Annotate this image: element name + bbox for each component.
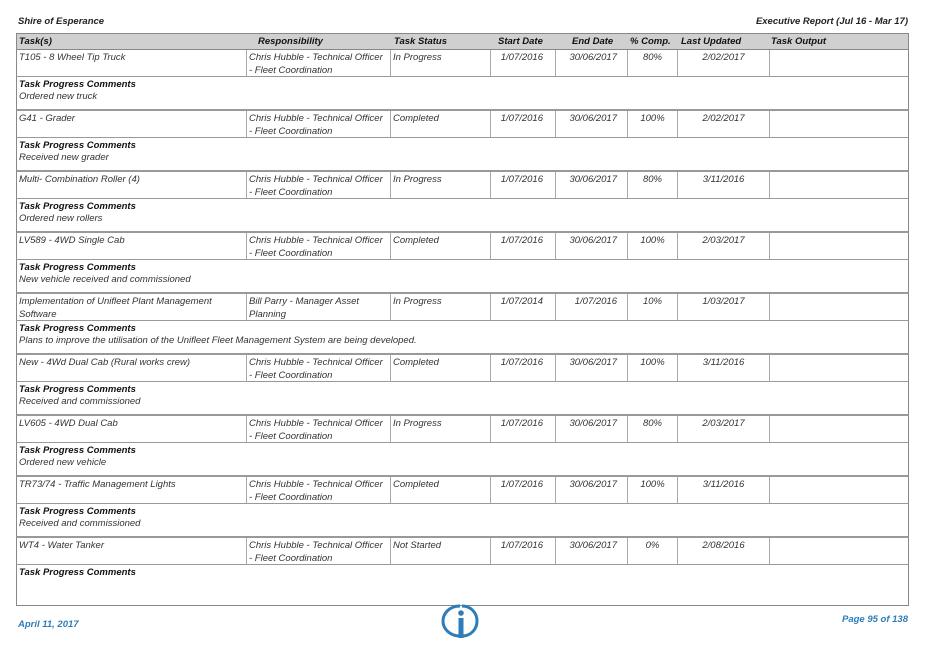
table-row bbox=[16, 50, 909, 77]
status-cell: Not Started bbox=[391, 538, 491, 564]
col-updated-header: Last Updated bbox=[681, 36, 742, 47]
table-row bbox=[16, 172, 909, 199]
progress-comment-row bbox=[16, 199, 909, 233]
start-date-cell: 1/07/2016 bbox=[491, 477, 556, 503]
status-cell: In Progress bbox=[391, 50, 491, 76]
table-body bbox=[16, 50, 909, 606]
comment-text: Received and commissioned bbox=[19, 518, 141, 529]
responsibility-cell: Bill Parry - Manager Asset Planning bbox=[246, 294, 391, 320]
start-date-cell: 1/07/2016 bbox=[491, 416, 556, 442]
task-output-cell bbox=[770, 416, 909, 442]
col-pct-header: % Comp. bbox=[630, 36, 671, 47]
responsibility-cell: Chris Hubble - Technical Officer - Fleet Coordination bbox=[246, 355, 391, 381]
comment-text: Received and commissioned bbox=[19, 396, 141, 407]
task-cell: WT4 - Water Tanker bbox=[19, 540, 104, 551]
comment-label: Task Progress Comments bbox=[19, 384, 136, 395]
last-updated-cell: 2/02/2017 bbox=[678, 111, 770, 137]
task-cell: LV589 - 4WD Single Cab bbox=[19, 235, 125, 246]
last-updated-cell: 2/03/2017 bbox=[678, 416, 770, 442]
last-updated-cell: 2/03/2017 bbox=[678, 233, 770, 259]
task-cell: T105 - 8 Wheel Tip Truck bbox=[19, 52, 126, 63]
progress-comment-row bbox=[16, 382, 909, 416]
progress-comment-row bbox=[16, 138, 909, 172]
report-date: April 11, 2017 bbox=[18, 619, 79, 630]
col-start-header: Start Date bbox=[498, 36, 543, 47]
end-date-cell: 30/06/2017 bbox=[556, 233, 628, 259]
start-date-cell: 1/07/2016 bbox=[491, 111, 556, 137]
end-date-cell: 30/06/2017 bbox=[556, 416, 628, 442]
last-updated-cell: 1/03/2017 bbox=[678, 294, 770, 320]
status-cell: Completed bbox=[391, 477, 491, 503]
comment-label: Task Progress Comments bbox=[19, 262, 136, 273]
percent-complete-cell: 80% bbox=[628, 172, 678, 198]
progress-comment-row bbox=[16, 77, 909, 111]
task-cell: G41 - Grader bbox=[19, 113, 75, 124]
start-date-cell: 1/07/2016 bbox=[491, 172, 556, 198]
task-output-cell bbox=[770, 538, 909, 564]
last-updated-cell: 3/11/2016 bbox=[678, 355, 770, 381]
col-status-header: Task Status bbox=[394, 36, 447, 47]
comment-text: Ordered new truck bbox=[19, 91, 98, 102]
table-row bbox=[16, 355, 909, 382]
table-row bbox=[16, 477, 909, 504]
percent-complete-cell: 80% bbox=[628, 416, 678, 442]
status-cell: Completed bbox=[391, 111, 491, 137]
report-title: Executive Report (Jul 16 - Mar 17) bbox=[755, 16, 908, 27]
percent-complete-cell: 80% bbox=[628, 50, 678, 76]
status-cell: Completed bbox=[391, 355, 491, 381]
task-cell: LV605 - 4WD Dual Cab bbox=[19, 418, 118, 429]
start-date-cell: 1/07/2016 bbox=[491, 233, 556, 259]
responsibility-cell: Chris Hubble - Technical Officer - Fleet Coordination bbox=[246, 111, 391, 137]
task-cell: New - 4Wd Dual Cab (Rural works crew) bbox=[19, 357, 191, 368]
last-updated-cell: 2/08/2016 bbox=[678, 538, 770, 564]
task-output-cell bbox=[770, 355, 909, 381]
status-cell: In Progress bbox=[391, 172, 491, 198]
comment-label: Task Progress Comments bbox=[19, 140, 136, 151]
end-date-cell: 30/06/2017 bbox=[556, 355, 628, 381]
percent-complete-cell: 100% bbox=[628, 477, 678, 503]
table-row bbox=[16, 538, 909, 565]
last-updated-cell: 3/11/2016 bbox=[678, 172, 770, 198]
last-updated-cell: 2/02/2017 bbox=[678, 50, 770, 76]
percent-complete-cell: 100% bbox=[628, 355, 678, 381]
end-date-cell: 30/06/2017 bbox=[556, 477, 628, 503]
responsibility-cell: Chris Hubble - Technical Officer - Fleet Coordination bbox=[246, 172, 391, 198]
start-date-cell: 1/07/2016 bbox=[491, 355, 556, 381]
task-table bbox=[16, 33, 909, 606]
table-row bbox=[16, 294, 909, 321]
comment-label: Task Progress Comments bbox=[19, 506, 136, 517]
task-cell: Implementation of Unifleet Plant Management Software bbox=[19, 296, 212, 320]
percent-complete-cell: 100% bbox=[628, 233, 678, 259]
end-date-cell: 30/06/2017 bbox=[556, 111, 628, 137]
col-task-header: Task(s) bbox=[19, 36, 52, 47]
responsibility-cell: Chris Hubble - Technical Officer - Fleet Coordination bbox=[246, 477, 391, 503]
col-output-header: Task Output bbox=[771, 36, 827, 47]
percent-complete-cell: 10% bbox=[628, 294, 678, 320]
task-output-cell bbox=[770, 50, 909, 76]
task-cell: TR73/74 - Traffic Management Lights bbox=[19, 479, 176, 490]
comment-label: Task Progress Comments bbox=[19, 323, 136, 334]
start-date-cell: 1/07/2016 bbox=[491, 538, 556, 564]
comment-text: Ordered new vehicle bbox=[19, 457, 107, 468]
percent-complete-cell: 100% bbox=[628, 111, 678, 137]
status-cell: In Progress bbox=[391, 416, 491, 442]
table-row bbox=[16, 111, 909, 138]
comment-label: Task Progress Comments bbox=[19, 567, 136, 578]
info-i-logo-icon bbox=[440, 603, 480, 639]
responsibility-cell: Chris Hubble - Technical Officer - Fleet Coordination bbox=[246, 416, 391, 442]
start-date-cell: 1/07/2014 bbox=[491, 294, 556, 320]
organisation-name: Shire of Esperance bbox=[18, 16, 105, 27]
start-date-cell: 1/07/2016 bbox=[491, 50, 556, 76]
percent-complete-cell: 0% bbox=[628, 538, 678, 564]
last-updated-cell: 3/11/2016 bbox=[678, 477, 770, 503]
task-cell: Multi- Combination Roller (4) bbox=[19, 174, 140, 185]
task-output-cell bbox=[770, 477, 909, 503]
comment-text: Plans to improve the utilisation of the Unifleet Fleet Management System are being developed. bbox=[19, 335, 417, 346]
end-date-cell: 30/06/2017 bbox=[556, 50, 628, 76]
end-date-cell: 30/06/2017 bbox=[556, 538, 628, 564]
table-row bbox=[16, 233, 909, 260]
comment-text: Received new grader bbox=[19, 152, 109, 163]
table-row bbox=[16, 416, 909, 443]
progress-comment-row bbox=[16, 565, 909, 606]
comment-label: Task Progress Comments bbox=[19, 445, 136, 456]
comment-text: Ordered new rollers bbox=[19, 213, 103, 224]
comment-label: Task Progress Comments bbox=[19, 79, 136, 90]
comment-label: Task Progress Comments bbox=[19, 201, 136, 212]
end-date-cell: 1/07/2016 bbox=[556, 294, 628, 320]
progress-comment-row bbox=[16, 321, 909, 355]
table-header bbox=[16, 33, 909, 50]
task-output-cell bbox=[770, 172, 909, 198]
progress-comment-row bbox=[16, 260, 909, 294]
comment-text: New vehicle received and commissioned bbox=[19, 274, 191, 285]
task-output-cell bbox=[770, 294, 909, 320]
status-cell: In Progress bbox=[391, 294, 491, 320]
responsibility-cell: Chris Hubble - Technical Officer - Fleet Coordination bbox=[246, 538, 391, 564]
progress-comment-row bbox=[16, 504, 909, 538]
end-date-cell: 30/06/2017 bbox=[556, 172, 628, 198]
page-number: Page 95 of 138 bbox=[841, 614, 908, 625]
progress-comment-row bbox=[16, 443, 909, 477]
task-output-cell bbox=[770, 233, 909, 259]
responsibility-cell: Chris Hubble - Technical Officer - Fleet Coordination bbox=[246, 233, 391, 259]
col-end-header: End Date bbox=[572, 36, 614, 47]
responsibility-cell: Chris Hubble - Technical Officer - Fleet Coordination bbox=[246, 50, 391, 76]
col-responsibility-header: Responsibility bbox=[258, 36, 323, 47]
task-output-cell bbox=[770, 111, 909, 137]
status-cell: Completed bbox=[391, 233, 491, 259]
